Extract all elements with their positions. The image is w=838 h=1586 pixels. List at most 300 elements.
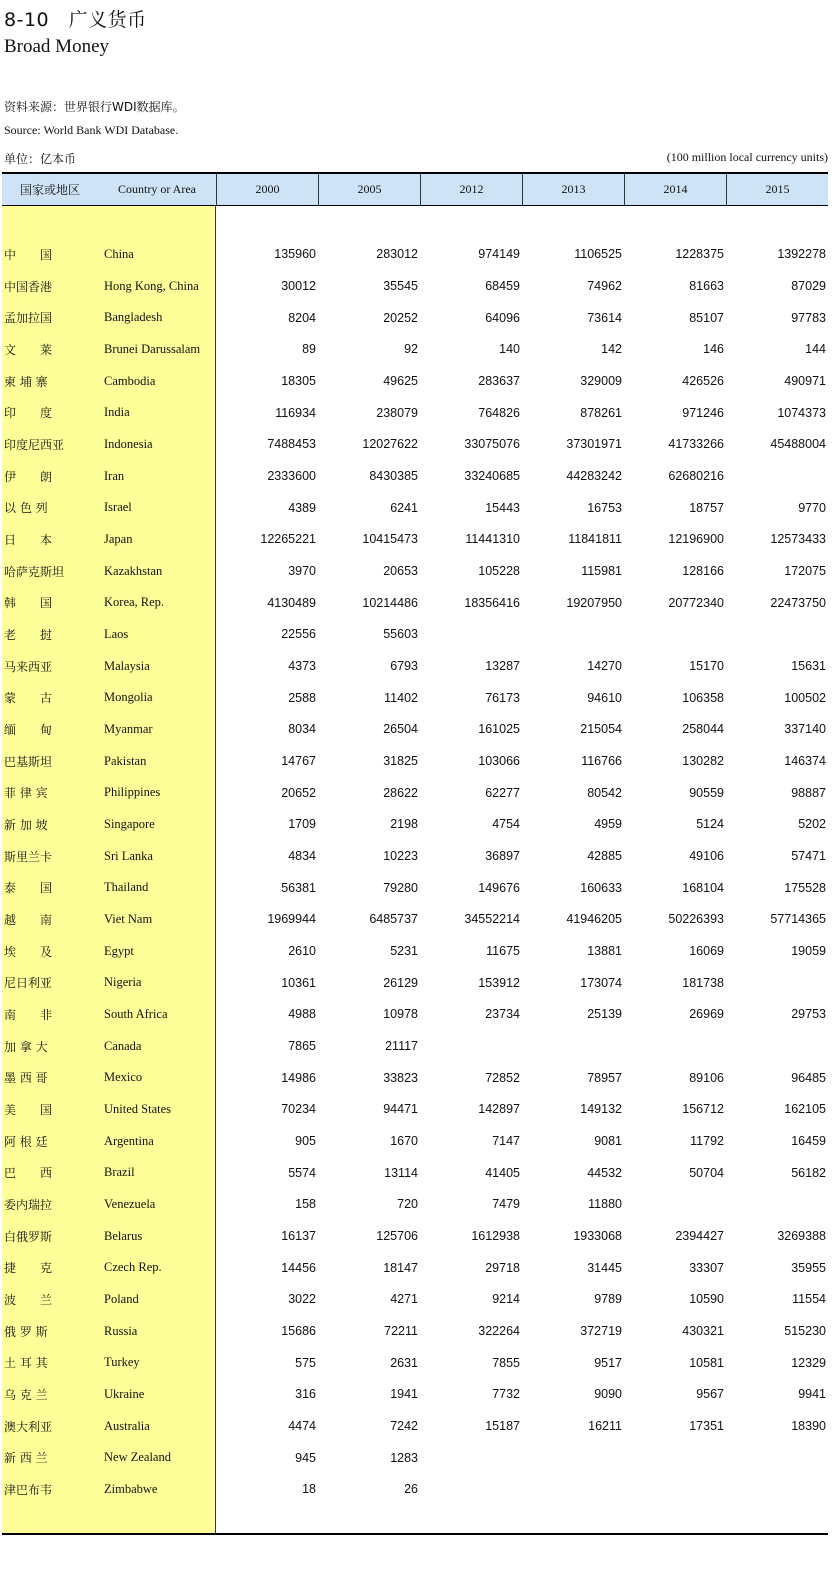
value-cell-2000: 89 (302, 342, 316, 357)
value-cell-2012: 36897 (485, 849, 520, 864)
value-cell-2005: 8430385 (369, 469, 418, 484)
value-cell-2000: 3970 (288, 564, 316, 579)
value-cell-2012: 974149 (478, 247, 520, 262)
header-year-2014: 2014 (624, 174, 726, 205)
table-row (2, 1220, 828, 1252)
value-cell-2013: 44532 (587, 1165, 622, 1180)
value-cell-2005: 6485737 (369, 912, 418, 927)
value-cell-2014 (624, 1030, 724, 1062)
value-cell-2000: 4389 (288, 500, 316, 515)
value-cell-2000: 905 (295, 1134, 316, 1149)
value-cell-2015: 11554 (792, 1292, 826, 1307)
value-cell-2015: 16459 (791, 1134, 826, 1149)
value-cell-2014: 181738 (682, 975, 724, 990)
value-cell-2005: 26504 (383, 722, 418, 737)
value-cell-2013: 41946205 (566, 912, 622, 927)
country-name-zh: 蒙 古 (4, 691, 53, 706)
value-cell-2013: 173074 (580, 975, 622, 990)
value-cell-2000: 20652 (281, 785, 316, 800)
value-cell-2012: 7732 (492, 1387, 520, 1402)
country-name-zh: 中 国 (4, 247, 53, 262)
table-row (2, 397, 828, 429)
country-name-zh: 以 色 列 (4, 501, 48, 516)
country-name-zh: 巴基斯坦 (4, 754, 53, 769)
value-cell-2005: 79280 (383, 880, 418, 895)
value-cell-2005: 238079 (376, 405, 418, 420)
value-cell-2015: 15631 (791, 659, 826, 674)
value-cell-2013: 11841811 (568, 532, 622, 547)
value-cell-2013: 94610 (587, 690, 622, 705)
value-cell-2015: 490971 (784, 374, 826, 389)
country-name-en: Ukraine (104, 1386, 145, 1401)
value-cell-2015: 162105 (784, 1102, 826, 1117)
value-cell-2014: 50226393 (668, 912, 724, 927)
value-cell-2015 (726, 460, 826, 492)
country-name-zh: 加 拿 大 (4, 1039, 48, 1054)
value-cell-2013: 14270 (587, 659, 622, 674)
value-cell-2014: 62680216 (668, 469, 724, 484)
country-name-zh: 老 挝 (4, 627, 53, 642)
value-cell-2014: 18757 (689, 500, 724, 515)
value-cell-2000: 7865 (288, 1039, 316, 1054)
value-cell-2005: 283012 (376, 247, 418, 262)
header-year-2000: 2000 (216, 174, 318, 205)
value-cell-2012: 1612938 (471, 1229, 520, 1244)
table-row (2, 745, 828, 777)
value-cell-2005: 35545 (383, 279, 418, 293)
country-name-en: Iran (104, 468, 125, 483)
value-cell-2014: 2394427 (675, 1229, 724, 1244)
value-cell-2000: 4834 (288, 849, 316, 864)
table-row (2, 935, 828, 967)
value-cell-2012: 34552214 (464, 912, 520, 927)
value-cell-2000: 135960 (274, 247, 316, 262)
table-row (2, 1125, 828, 1157)
value-cell-2005: 20653 (383, 564, 418, 579)
table-row (2, 365, 828, 397)
country-name-zh: 波 兰 (4, 1292, 53, 1307)
country-name-en: Thailand (104, 880, 149, 895)
country-name-en: Australia (104, 1418, 150, 1433)
source-note-en: Source: World Bank WDI Database. (4, 123, 179, 137)
value-cell-2000: 15686 (281, 1324, 316, 1339)
country-name-zh: 白俄罗斯 (4, 1229, 53, 1244)
value-cell-2012: 33240685 (464, 469, 520, 484)
value-cell-2005: 4271 (390, 1292, 418, 1307)
value-cell-2014: 130282 (682, 754, 724, 769)
value-cell-2015 (726, 1030, 826, 1062)
value-cell-2013: 4959 (594, 817, 622, 832)
value-cell-2015: 57471 (791, 849, 826, 864)
country-name-en: Hong Kong, China (104, 278, 199, 293)
value-cell-2012: 153912 (478, 975, 520, 990)
value-cell-2014: 16069 (689, 944, 724, 959)
value-cell-2000: 12265221 (260, 532, 316, 547)
table-row (2, 714, 828, 746)
country-name-zh: 泰 国 (4, 881, 53, 896)
value-cell-2000: 18 (302, 1482, 316, 1497)
table-row (2, 904, 828, 936)
value-cell-2005: 2198 (390, 817, 418, 832)
table-row (2, 302, 828, 334)
country-name-zh: 墨 西 哥 (4, 1071, 48, 1086)
value-cell-2013: 16211 (588, 1419, 622, 1434)
value-cell-2012 (420, 1474, 520, 1506)
value-cell-2005: 28622 (383, 785, 418, 800)
value-cell-2005: 72211 (384, 1324, 418, 1339)
value-cell-2000: 1969944 (267, 912, 316, 927)
table-row (2, 999, 828, 1031)
table-row (2, 840, 828, 872)
country-name-en: Kazakhstan (104, 563, 163, 578)
value-cell-2000: 8204 (288, 310, 316, 325)
value-cell-2014: 10581 (689, 1355, 724, 1370)
country-name-en: India (104, 405, 130, 420)
value-cell-2013: 1106525 (574, 247, 622, 262)
value-cell-2014: 90559 (689, 785, 724, 800)
value-cell-2000: 116934 (275, 405, 316, 420)
value-cell-2015: 98887 (791, 785, 826, 800)
value-cell-2012 (420, 1442, 520, 1474)
value-cell-2013: 878261 (580, 405, 622, 420)
value-cell-2015: 5202 (798, 817, 826, 832)
value-cell-2005: 33823 (383, 1070, 418, 1085)
country-name-en: Brazil (104, 1165, 135, 1180)
value-cell-2014: 12196900 (668, 532, 724, 547)
country-name-zh: 韩 国 (4, 596, 53, 611)
value-cell-2000: 14986 (281, 1070, 316, 1085)
country-name-zh: 俄 罗 斯 (4, 1324, 48, 1339)
country-name-en: Poland (104, 1291, 139, 1306)
country-name-zh: 中国香港 (4, 279, 53, 294)
value-cell-2000: 56381 (281, 880, 316, 895)
value-cell-2015: 96485 (791, 1070, 826, 1085)
value-cell-2015: 87029 (791, 279, 826, 293)
value-cell-2012: 41405 (485, 1165, 520, 1180)
header-country-en: Country or Area (118, 182, 196, 196)
value-cell-2014: 49106 (689, 849, 724, 864)
value-cell-2012: 72852 (485, 1070, 520, 1085)
country-name-en: Laos (104, 626, 129, 641)
value-cell-2012: 18356416 (464, 595, 520, 610)
value-cell-2013: 25139 (587, 1007, 622, 1022)
table-row (2, 587, 828, 619)
value-cell-2015 (726, 1442, 826, 1474)
value-cell-2000: 7488453 (267, 437, 316, 452)
value-cell-2000: 8034 (288, 722, 316, 737)
value-cell-2014 (624, 619, 724, 651)
value-cell-2013: 372719 (580, 1324, 622, 1339)
country-name-en: Malaysia (104, 658, 150, 673)
value-cell-2013: 78957 (587, 1070, 622, 1085)
value-cell-2005: 5231 (390, 944, 418, 959)
value-cell-2005: 720 (397, 1197, 418, 1212)
header-year-2012: 2012 (420, 174, 522, 205)
value-cell-2000: 575 (295, 1355, 316, 1370)
page-title-en: Broad Money (4, 36, 110, 57)
value-cell-2014 (624, 1189, 724, 1221)
value-cell-2014: 258044 (682, 722, 724, 737)
value-cell-2015: 19059 (791, 944, 826, 959)
value-cell-2012: 7479 (492, 1197, 520, 1212)
value-cell-2012: 68459 (485, 279, 520, 293)
country-name-zh: 孟加拉国 (4, 311, 53, 326)
value-cell-2005: 10214486 (362, 595, 418, 610)
value-cell-2013 (522, 619, 622, 651)
table-row (2, 334, 828, 366)
country-name-en: Russia (104, 1323, 138, 1338)
country-name-en: Cambodia (104, 373, 156, 388)
value-cell-2005: 11402 (384, 690, 418, 705)
value-cell-2014: 106358 (682, 690, 724, 705)
value-cell-2012 (420, 1030, 520, 1062)
country-name-zh: 美 国 (4, 1102, 53, 1117)
value-cell-2015: 175528 (784, 880, 826, 895)
value-cell-2015 (726, 1474, 826, 1506)
table-row (2, 270, 828, 302)
value-cell-2005: 1670 (390, 1134, 418, 1149)
country-name-zh: 委内瑞拉 (4, 1197, 53, 1212)
value-cell-2015 (726, 1189, 826, 1221)
value-cell-2014: 426526 (682, 374, 724, 389)
value-cell-2012: 11675 (486, 944, 520, 959)
country-name-zh: 斯里兰卡 (4, 849, 53, 864)
value-cell-2000: 1709 (288, 817, 316, 832)
value-cell-2013: 9517 (594, 1355, 622, 1370)
value-cell-2014: 85107 (689, 310, 724, 325)
value-cell-2012: 142897 (478, 1102, 520, 1117)
value-cell-2014: 971246 (682, 405, 724, 420)
table-row (2, 1062, 828, 1094)
country-name-en: Bangladesh (104, 310, 163, 325)
country-name-en: Mongolia (104, 690, 153, 705)
value-cell-2015: 515230 (784, 1324, 826, 1339)
value-cell-2005: 10415473 (362, 532, 418, 547)
table-row (2, 239, 828, 271)
value-cell-2013: 13881 (587, 944, 622, 959)
value-cell-2013: 37301971 (566, 437, 622, 452)
table-row (2, 1410, 828, 1442)
value-cell-2000: 4474 (288, 1419, 316, 1434)
value-cell-2015: 18390 (791, 1419, 826, 1434)
country-name-en: Canada (104, 1038, 142, 1053)
table-row (2, 1157, 828, 1189)
value-cell-2013: 44283242 (566, 469, 622, 484)
value-cell-2012: 64096 (485, 310, 520, 325)
header-year-2013: 2013 (522, 174, 624, 205)
value-cell-2005: 1941 (390, 1387, 418, 1402)
value-cell-2000: 2333600 (267, 469, 316, 484)
value-cell-2000: 5574 (288, 1165, 316, 1180)
country-name-en: Venezuela (104, 1196, 156, 1211)
value-cell-2015: 3269388 (777, 1229, 826, 1244)
value-cell-2005: 21117 (385, 1039, 418, 1054)
country-name-zh: 菲 律 宾 (4, 786, 48, 801)
value-cell-2000: 14767 (281, 754, 316, 769)
value-cell-2012: 62277 (485, 785, 520, 800)
value-cell-2005: 6793 (390, 659, 418, 674)
table-header (2, 172, 828, 206)
table-row (2, 1189, 828, 1221)
value-cell-2005: 94471 (383, 1102, 418, 1117)
value-cell-2013 (522, 1030, 622, 1062)
value-cell-2015: 172075 (784, 564, 826, 579)
country-name-en: Indonesia (104, 436, 153, 451)
value-cell-2005: 6241 (390, 500, 418, 515)
value-cell-2013: 74962 (587, 279, 622, 293)
country-name-zh: 新 西 兰 (4, 1451, 48, 1466)
value-cell-2015: 45488004 (770, 437, 826, 452)
value-cell-2013: 9081 (594, 1134, 622, 1149)
value-cell-2013: 31445 (587, 1260, 622, 1275)
value-cell-2012: 105228 (478, 564, 520, 579)
unit-label-en: (100 million local currency units) (666, 150, 828, 164)
value-cell-2012: 7855 (492, 1355, 520, 1370)
country-name-en: Mexico (104, 1070, 143, 1085)
value-cell-2013: 142 (601, 342, 622, 357)
table-row (2, 492, 828, 524)
value-cell-2012: 149676 (478, 880, 520, 895)
value-cell-2000: 30012 (281, 279, 316, 293)
value-cell-2000: 2588 (288, 690, 316, 705)
country-name-zh: 马来西亚 (4, 659, 53, 674)
value-cell-2015: 29753 (791, 1007, 826, 1022)
country-name-zh: 越 南 (4, 912, 53, 927)
value-cell-2012: 103066 (478, 754, 520, 769)
value-cell-2015: 146374 (784, 754, 826, 769)
value-cell-2015: 1074373 (777, 405, 826, 420)
value-cell-2005: 10978 (383, 1007, 418, 1022)
country-name-zh: 捷 克 (4, 1261, 53, 1276)
table-row (2, 872, 828, 904)
value-cell-2005: 2631 (390, 1355, 418, 1370)
table-row (2, 1442, 828, 1474)
table-row (2, 967, 828, 999)
country-name-zh: 土 耳 其 (4, 1356, 48, 1371)
value-cell-2015: 97783 (791, 310, 826, 325)
value-cell-2014: 20772340 (668, 595, 724, 610)
table-row (2, 1284, 828, 1316)
value-cell-2000: 945 (295, 1450, 316, 1465)
value-cell-2012: 15443 (485, 500, 520, 515)
header-year-2015: 2015 (726, 174, 828, 205)
table-row (2, 1379, 828, 1411)
value-cell-2000: 4988 (288, 1007, 316, 1022)
value-cell-2005: 18147 (383, 1260, 418, 1275)
value-cell-2000: 316 (295, 1387, 316, 1402)
country-name-zh: 阿 根 廷 (4, 1134, 48, 1149)
country-name-zh: 尼日利亚 (4, 976, 53, 991)
country-name-en: Korea, Rep. (104, 595, 165, 610)
table-row (2, 619, 828, 651)
value-cell-2005: 7242 (390, 1419, 418, 1434)
value-cell-2005: 92 (404, 342, 418, 357)
value-cell-2015: 337140 (784, 722, 826, 737)
value-cell-2005: 13114 (384, 1165, 418, 1180)
value-cell-2013: 9789 (594, 1292, 622, 1307)
value-cell-2014: 11792 (690, 1134, 724, 1149)
value-cell-2013: 19207950 (566, 595, 622, 610)
table-row (2, 1252, 828, 1284)
country-name-en: Czech Rep. (104, 1260, 162, 1275)
value-cell-2000: 14456 (281, 1260, 316, 1275)
country-name-zh: 新 加 坡 (4, 817, 48, 832)
value-cell-2013: 11880 (588, 1197, 622, 1212)
value-cell-2014 (624, 1442, 724, 1474)
country-name-zh: 印 度 (4, 406, 53, 421)
value-cell-2013: 42885 (587, 849, 622, 864)
header-year-2005: 2005 (318, 174, 420, 205)
table-row (2, 1315, 828, 1347)
country-name-en: Nigeria (104, 975, 142, 990)
value-cell-2013: 329009 (580, 374, 622, 389)
value-cell-2014: 50704 (689, 1165, 724, 1180)
value-cell-2015: 1392278 (777, 247, 826, 262)
value-cell-2000: 3022 (288, 1292, 316, 1307)
value-cell-2005: 1283 (390, 1450, 418, 1465)
country-name-en: Myanmar (104, 721, 153, 736)
country-name-en: Japan (104, 531, 133, 546)
table-row (2, 682, 828, 714)
value-cell-2014: 128166 (682, 564, 724, 579)
value-cell-2000: 4373 (288, 659, 316, 674)
table-row (2, 524, 828, 556)
value-cell-2015: 12329 (791, 1355, 826, 1370)
value-cell-2000: 4130489 (267, 595, 316, 610)
table-row (2, 777, 828, 809)
country-name-en: Turkey (104, 1355, 140, 1370)
value-cell-2014: 168104 (682, 880, 724, 895)
value-cell-2013: 73614 (587, 310, 622, 325)
value-cell-2005: 31825 (383, 754, 418, 769)
value-cell-2015: 22473750 (770, 595, 826, 610)
country-name-en: Argentina (104, 1133, 154, 1148)
value-cell-2013: 16753 (587, 500, 622, 515)
value-cell-2014: 15170 (689, 659, 724, 674)
table-row (2, 1347, 828, 1379)
source-note-zh: 资料来源：世界银行WDI数据库。 (4, 100, 185, 114)
country-name-en: Brunei Darussalam (104, 341, 201, 356)
value-cell-2005: 20252 (383, 310, 418, 325)
value-cell-2005: 12027622 (362, 437, 418, 452)
value-cell-2012: 322264 (478, 1324, 520, 1339)
value-cell-2005: 49625 (383, 374, 418, 389)
value-cell-2014: 33307 (689, 1260, 724, 1275)
value-cell-2005: 10223 (383, 849, 418, 864)
country-name-en: Egypt (104, 943, 134, 958)
value-cell-2013 (522, 1442, 622, 1474)
value-cell-2015 (726, 967, 826, 999)
value-cell-2015: 12573433 (770, 532, 826, 547)
value-cell-2012: 9214 (492, 1292, 520, 1307)
value-cell-2005: 125706 (376, 1229, 418, 1244)
country-name-en: Belarus (104, 1228, 143, 1243)
value-cell-2014: 146 (703, 342, 724, 357)
table-bottom-rule (2, 1533, 828, 1535)
country-name-en: United States (104, 1101, 172, 1116)
value-cell-2013: 149132 (580, 1102, 622, 1117)
value-cell-2014: 41733266 (668, 437, 724, 452)
table-row (2, 1030, 828, 1062)
country-name-en: Israel (104, 500, 132, 515)
value-cell-2015: 9770 (798, 500, 826, 515)
value-cell-2012: 4754 (492, 817, 520, 832)
value-cell-2000: 22556 (281, 627, 316, 642)
country-name-zh: 乌 克 兰 (4, 1387, 48, 1402)
country-name-zh: 缅 甸 (4, 722, 53, 737)
value-cell-2012: 33075076 (464, 437, 520, 452)
country-name-zh: 印度尼西亚 (4, 437, 65, 452)
